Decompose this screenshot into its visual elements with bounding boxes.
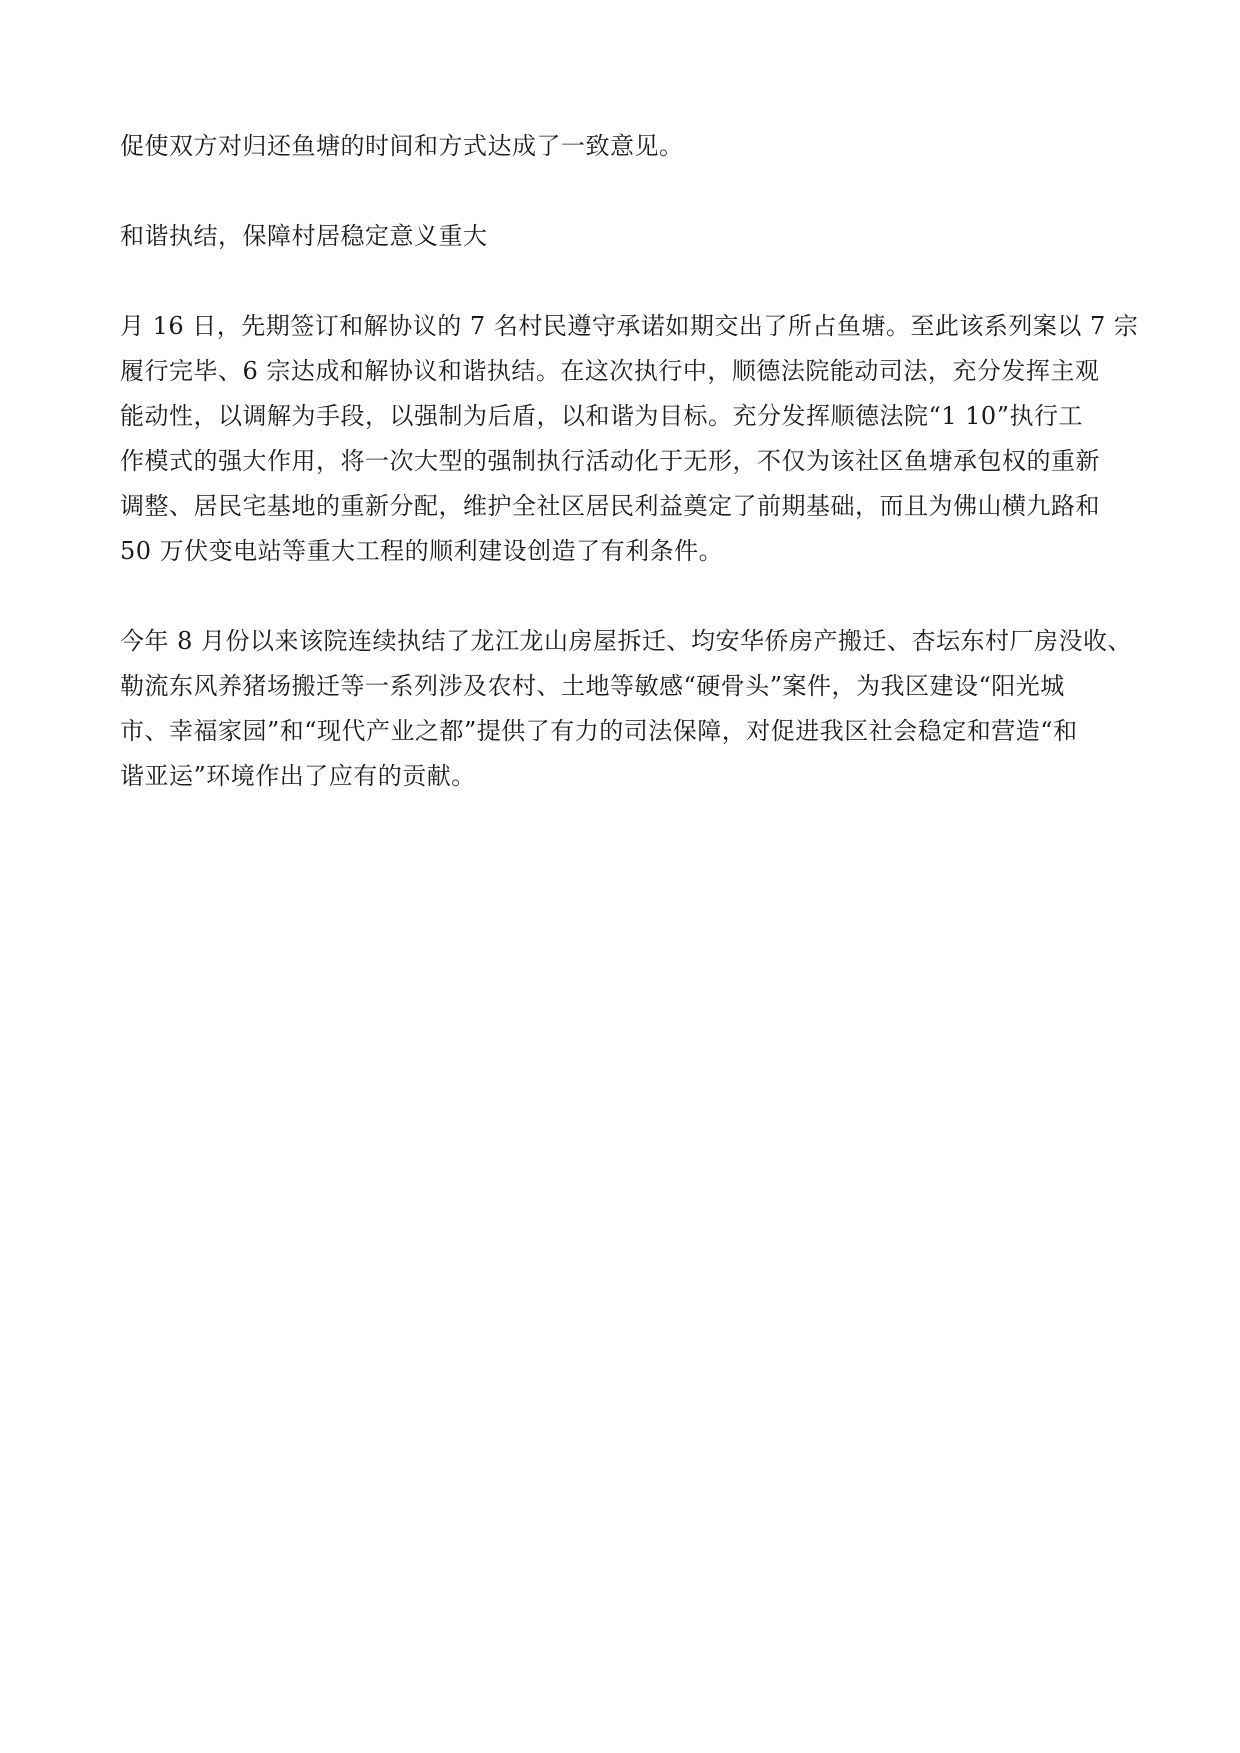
text-line: 勒流东风养猪场搬迁等一系列涉及农村、土地等敏感“硬骨头”案件，为我区建设“阳光城 (120, 672, 1065, 700)
text-line: 调整、居民宅基地的重新分配，维护全社区居民利益奠定了前期基础，而且为佛山横九路和 (120, 492, 1100, 520)
text-line: 50 万伏变电站等重大工程的顺利建设创造了有利条件。 (120, 537, 724, 565)
section-heading (120, 214, 1130, 259)
text-line: 能动性，以调解为手段，以强制为后盾，以和谐为目标。充分发挥顺德法院“1 10”执行工 (120, 402, 1083, 430)
document-body (120, 124, 1139, 844)
text-line: 促使双方对归还鱼塘的时间和方式达成了一致意见。 (120, 132, 684, 160)
paragraph-summary (120, 619, 1133, 799)
text-line: 今年 8 月份以来该院连续执结了龙江龙山房屋拆迁、均安华侨房产搬迁、杏坛东村厂房没收、 (120, 627, 1133, 655)
paragraph-execution (120, 304, 1139, 574)
heading-text: 和谐执结，保障村居稳定意义重大 (120, 222, 488, 250)
paragraph-intro (120, 124, 1130, 169)
text-line: 作模式的强大作用，将一次大型的强制执行活动化于无形，不仅为该社区鱼塘承包权的重新 (120, 447, 1100, 475)
text-line: 月 16 日，先期签订和解协议的 7 名村民遵守承诺如期交出了所占鱼塘。至此该系列案以 7 宗 (120, 312, 1139, 340)
text-line: 履行完毕、6 宗达成和解协议和谐执结。在这次执行中，顺德法院能动司法，充分发挥主观 (120, 357, 1100, 385)
text-line: 谐亚运”环境作出了应有的贡献。 (120, 762, 476, 790)
text-line: 市、幸福家园”和“现代产业之都”提供了有力的司法保障，对促进我区社会稳定和营造“和 (120, 717, 1078, 745)
